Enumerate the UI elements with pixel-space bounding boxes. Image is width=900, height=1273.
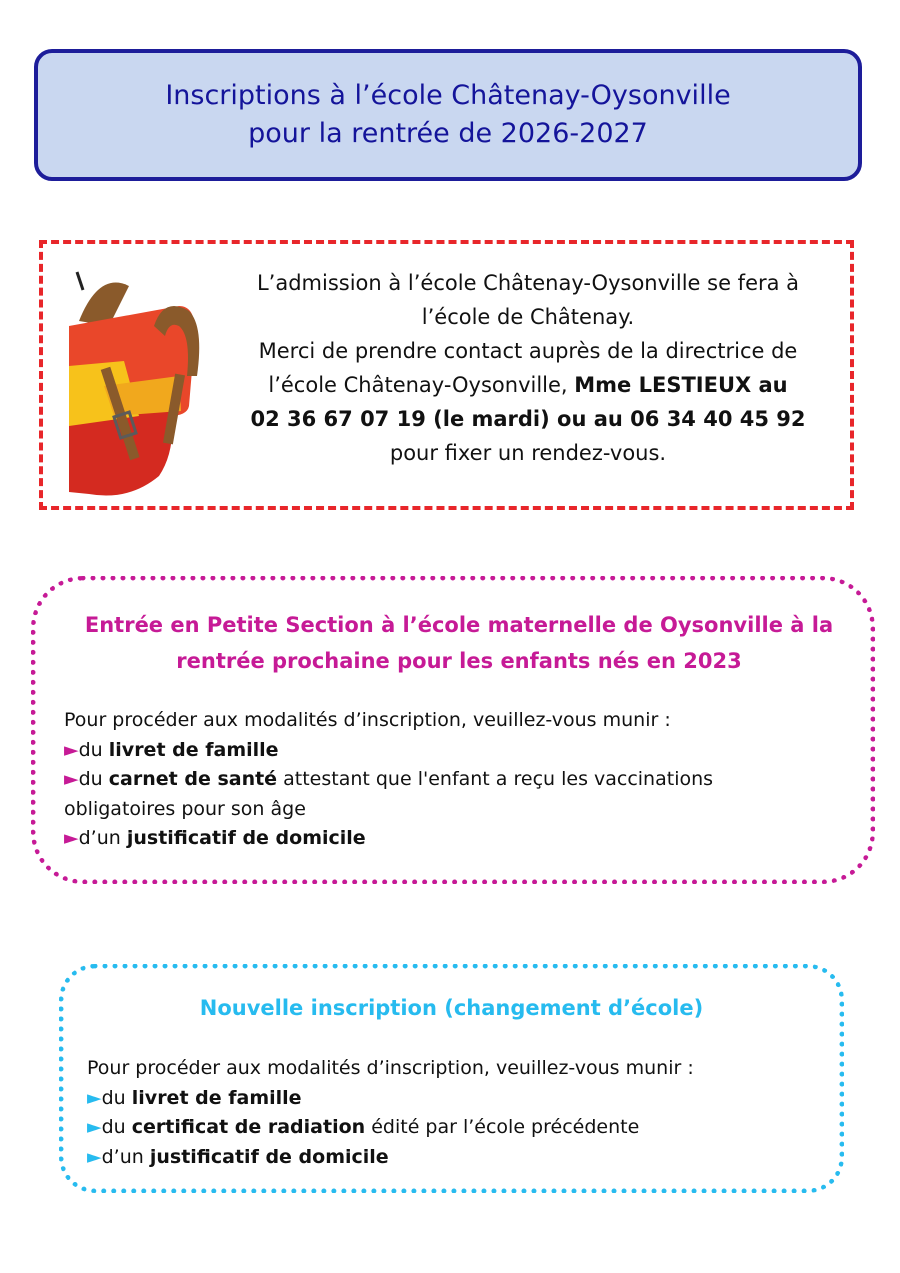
admission-line-6: pour fixer un rendez-vous. <box>389 441 667 465</box>
petite-section-heading-line-1: Entrée en Petite Section à l’école maternelle de Oysonville à la <box>84 613 834 637</box>
arrow-icon: ► <box>87 1145 102 1168</box>
admission-panel <box>39 240 854 510</box>
title-line-1: Inscriptions à l’école Châtenay-Oysonville <box>165 80 731 111</box>
item-bold: justificatif de domicile <box>149 1145 389 1168</box>
petite-section-heading-line-2: rentrée prochaine pour les enfants nés en 2023 <box>176 649 742 673</box>
item-bold: justificatif de domicile <box>126 827 366 849</box>
arrow-icon: ► <box>64 827 79 849</box>
list-item <box>87 1084 827 1114</box>
item-prefix: du <box>101 1116 132 1138</box>
backpack-icon <box>69 266 209 496</box>
phone-numbers: 02 36 67 07 19 (le mardi) ou au 06 34 40 45 92 <box>250 407 806 431</box>
list-item <box>64 824 854 854</box>
nouvelle-inscription-intro: Pour procéder aux modalités d’inscription, veuillez-vous munir : <box>87 1057 694 1079</box>
item-prefix: du <box>78 768 109 790</box>
arrow-icon: ► <box>87 1116 102 1138</box>
arrow-icon: ► <box>64 768 79 790</box>
director-name: Mme LESTIEUX au <box>574 373 788 397</box>
item-suffix: édité par l’école précédente <box>365 1116 640 1138</box>
arrow-icon: ► <box>64 738 79 761</box>
item-prefix: d’un <box>101 1145 150 1168</box>
admission-line-5 <box>225 402 831 436</box>
admission-line-4 <box>225 368 831 402</box>
item-prefix: du <box>101 1086 132 1109</box>
item-bold: carnet de santé <box>108 768 278 790</box>
nouvelle-inscription-heading: Nouvelle inscription (changement d’école) <box>199 996 704 1020</box>
item-bold: livret de famille <box>131 1086 302 1109</box>
admission-text <box>225 266 831 470</box>
admission-line-3: Merci de prendre contact auprès de la directrice de <box>258 339 798 363</box>
title-line-2: pour la rentrée de 2026-2027 <box>248 118 648 149</box>
admission-line-4-text: l’école Châtenay-Oysonville, <box>268 373 575 397</box>
petite-section-intro: Pour procéder aux modalités d’inscription, veuillez-vous munir : <box>64 709 671 731</box>
nouvelle-inscription-list <box>87 1054 827 1172</box>
list-item <box>87 1113 827 1143</box>
petite-section-list <box>64 706 854 854</box>
item-suffix: attestant que l'enfant a reçu les vaccinations <box>277 768 714 790</box>
item-prefix: du <box>78 738 109 761</box>
item-prefix: d’un <box>78 827 127 849</box>
list-item <box>64 765 854 795</box>
petite-section-heading <box>64 607 854 679</box>
admission-line-2: l’école de Châtenay. <box>421 305 635 329</box>
arrow-icon: ► <box>87 1086 102 1109</box>
title-banner <box>34 49 862 181</box>
list-item <box>64 736 854 766</box>
petite-section-panel <box>31 576 875 884</box>
list-item-continuation: obligatoires pour son âge <box>64 797 306 820</box>
nouvelle-inscription-panel <box>59 964 844 1193</box>
item-bold: livret de famille <box>108 738 279 761</box>
item-bold: certificat de radiation <box>131 1116 366 1138</box>
list-item <box>87 1143 827 1173</box>
admission-line-1: L’admission à l’école Châtenay-Oysonville se fera à <box>256 271 800 295</box>
